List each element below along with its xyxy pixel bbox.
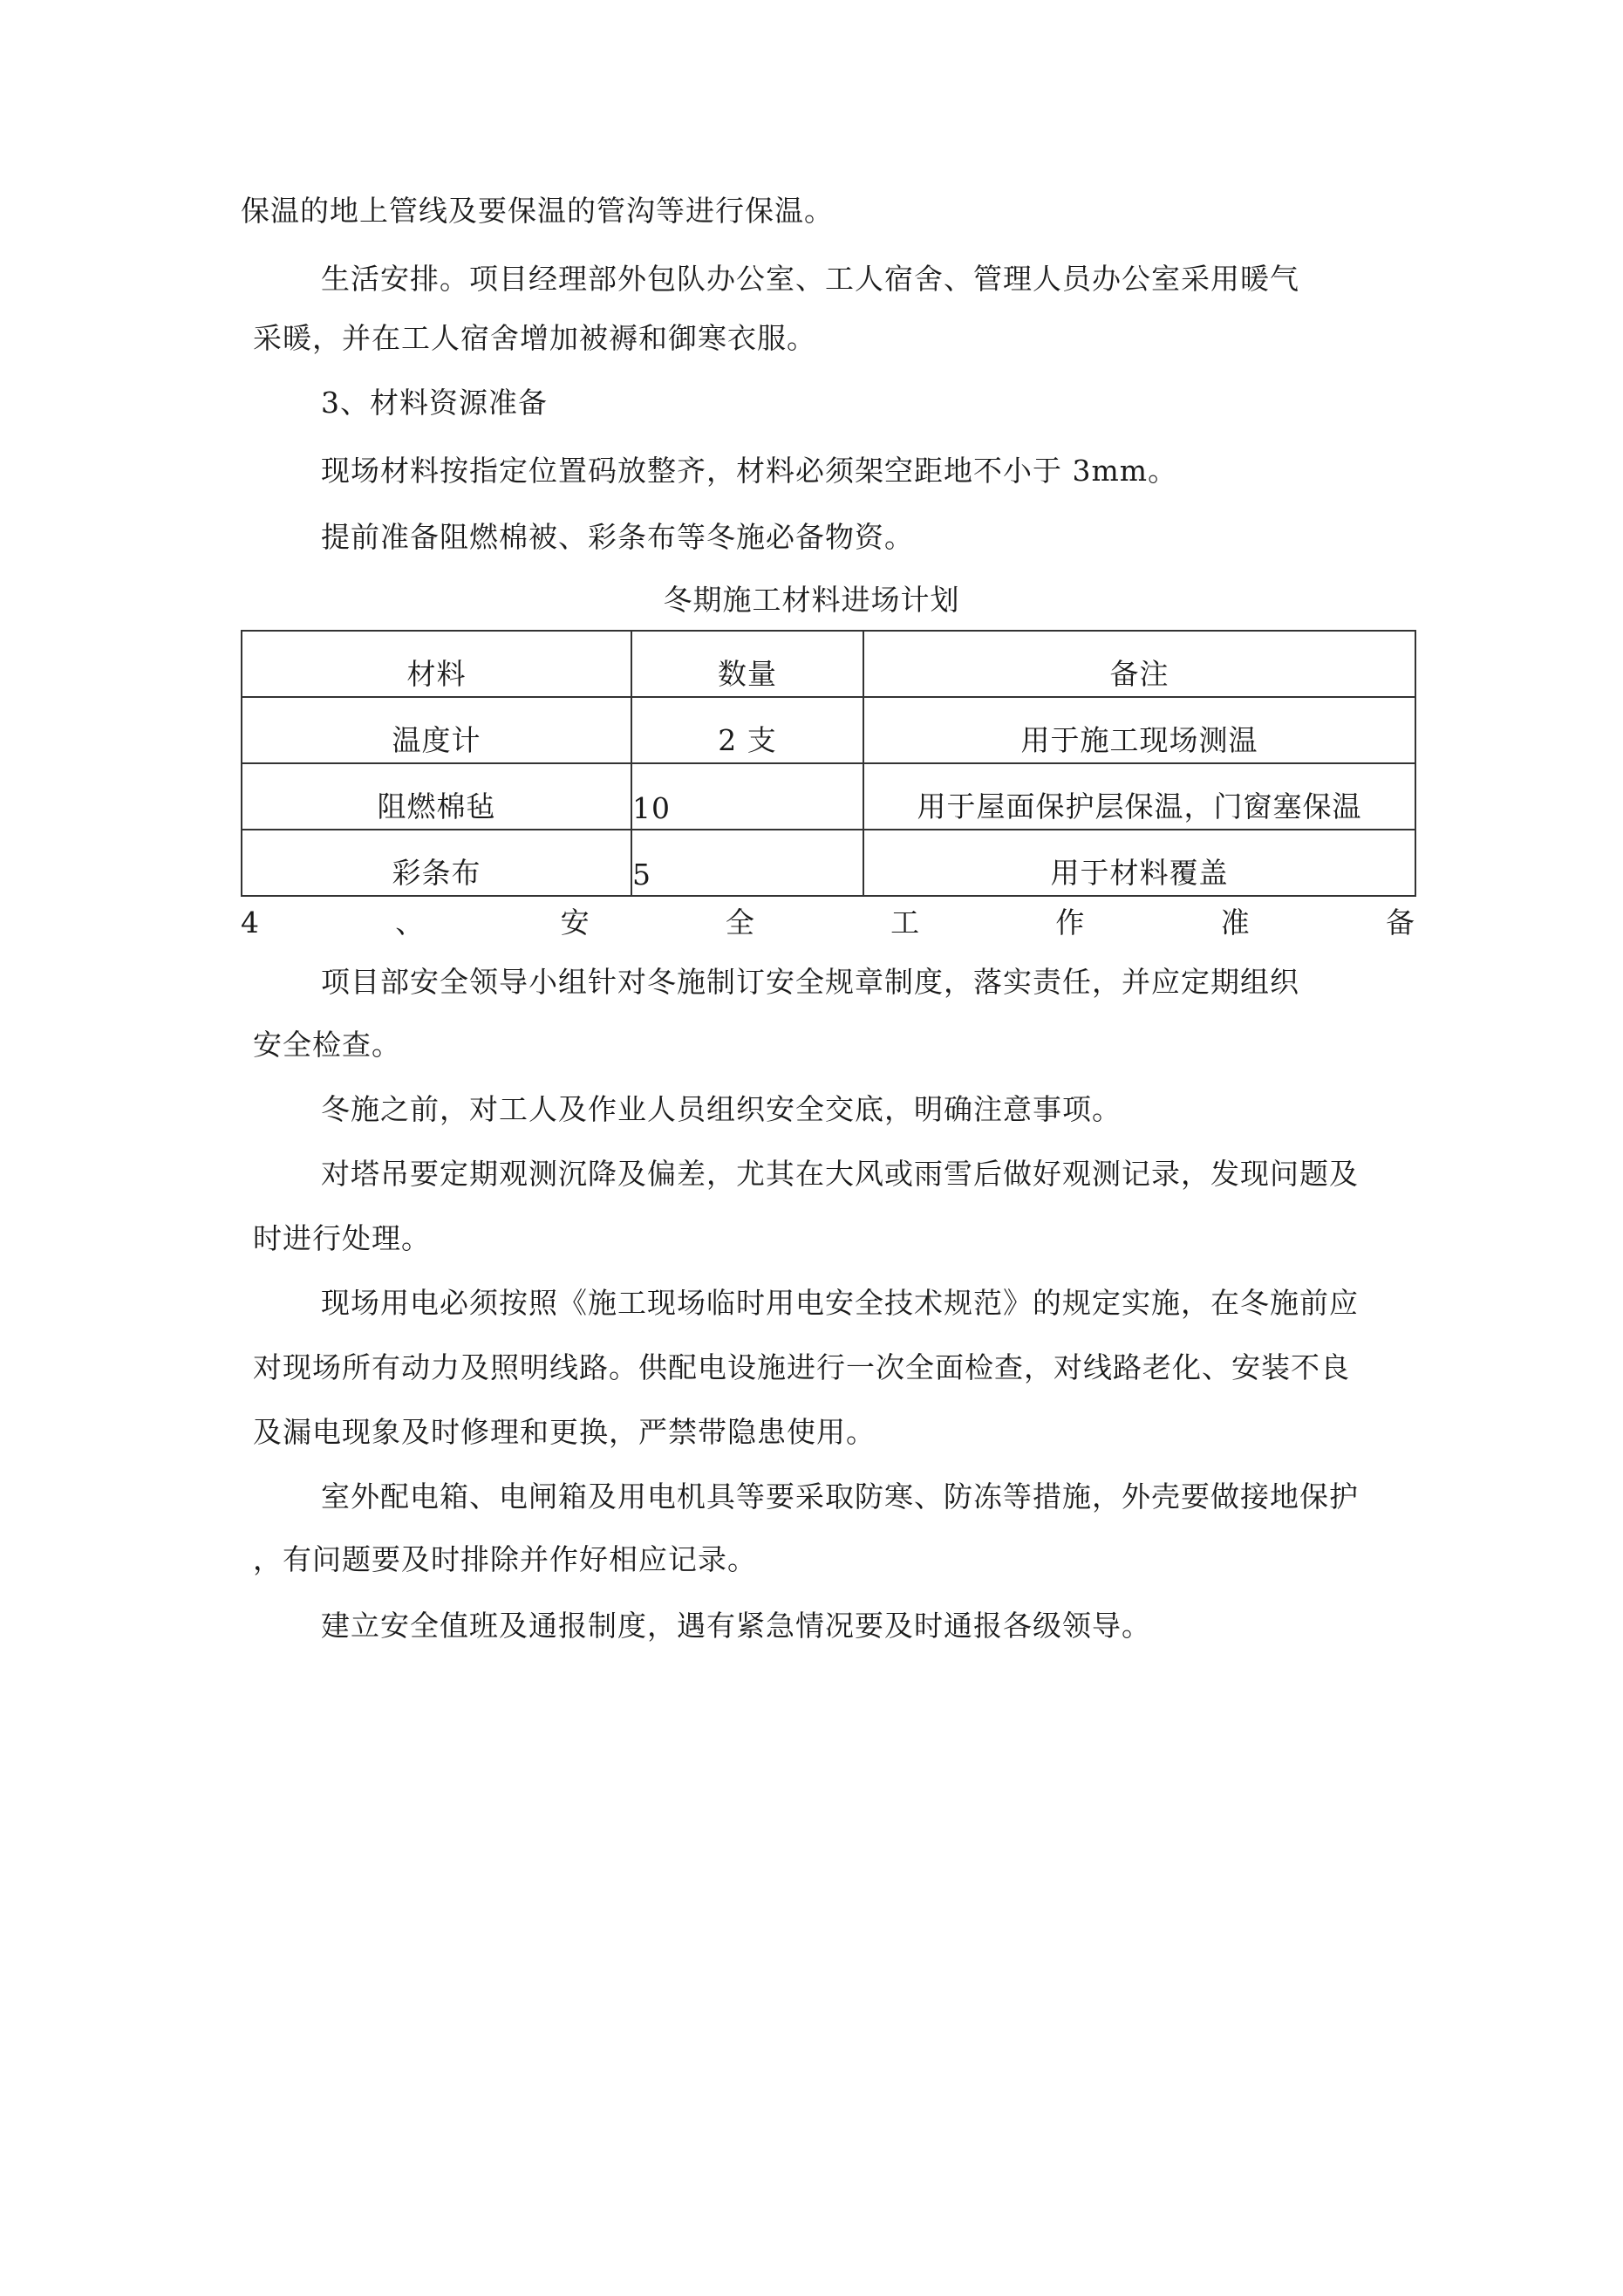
table-row (242, 830, 1415, 896)
heading-char: 4 (241, 905, 259, 940)
section-4-heading (241, 905, 1415, 940)
cell-material: 阻燃棉毡 (242, 763, 631, 830)
heading-char: 全 (725, 905, 754, 940)
paragraph-line: 现场材料按指定位置码放整齐，材料必须架空距地不小于 3mm。 (321, 454, 1178, 488)
table-row (242, 697, 1415, 763)
paragraph-line: 采暖，并在工人宿舍增加被褥和御寒衣服。 (253, 321, 816, 355)
cell-material: 彩条布 (242, 830, 631, 896)
paragraph-line: 及漏电现象及时修理和更换，严禁带隐患使用。 (253, 1415, 876, 1449)
paragraph-line: 时进行处理。 (253, 1221, 431, 1255)
materials-table (241, 630, 1416, 897)
header-note: 备注 (863, 631, 1415, 697)
cell-material: 温度计 (242, 697, 631, 763)
header-material: 材料 (242, 631, 631, 697)
table-header-row (242, 631, 1415, 697)
table-row (242, 763, 1415, 830)
paragraph-line: ，有问题要及时排除并作好相应记录。 (253, 1542, 757, 1576)
paragraph-line: 室外配电箱、电闸箱及用电机具等要采取防寒、防冻等措施，外壳要做接地保护 (321, 1479, 1359, 1514)
cell-quantity: 5 (631, 830, 863, 896)
cell-quantity: 10 (631, 763, 863, 830)
paragraph-line: 提前准备阻燃棉被、彩条布等冬施必备物资。 (321, 520, 914, 554)
paragraph-line: 保温的地上管线及要保温的管沟等进行保温。 (241, 194, 834, 228)
paragraph-line: 对塔吊要定期观测沉降及偏差，尤其在大风或雨雪后做好观测记录，发现问题及 (321, 1157, 1359, 1191)
paragraph-line: 安全检查。 (253, 1028, 401, 1062)
cell-note: 用于屋面保护层保温，门窗塞保温 (863, 763, 1415, 830)
heading-char: 准 (1220, 905, 1250, 940)
heading-char: 作 (1055, 905, 1085, 940)
paragraph-line: 建立安全值班及通报制度，遇有紧急情况要及时通报各级领导。 (321, 1609, 1151, 1643)
section-heading: 3、材料资源准备 (321, 386, 548, 420)
paragraph-line: 项目部安全领导小组针对冬施制订安全规章制度，落实责任，并应定期组织 (321, 965, 1299, 999)
heading-char: 工 (890, 905, 920, 940)
paragraph-line: 冬施之前，对工人及作业人员组织安全交底，明确注意事项。 (321, 1092, 1122, 1126)
heading-char: 备 (1385, 905, 1415, 940)
paragraph-line: 对现场所有动力及照明线路。供配电设施进行一次全面检查，对线路老化、安装不良 (253, 1350, 1350, 1384)
cell-note: 用于施工现场测温 (863, 697, 1415, 763)
paragraph-line: 现场用电必须按照《施工现场临时用电安全技术规范》的规定实施，在冬施前应 (321, 1286, 1359, 1320)
heading-char: 安 (560, 905, 590, 940)
paragraph-line: 生活安排。项目经理部外包队办公室、工人宿舍、管理人员办公室采用暖气 (321, 262, 1299, 296)
header-quantity: 数量 (631, 631, 863, 697)
cell-note: 用于材料覆盖 (863, 830, 1415, 896)
heading-char: 、 (395, 905, 425, 940)
cell-quantity: 2 支 (631, 697, 863, 763)
table-caption: 冬期施工材料进场计划 (663, 583, 960, 617)
